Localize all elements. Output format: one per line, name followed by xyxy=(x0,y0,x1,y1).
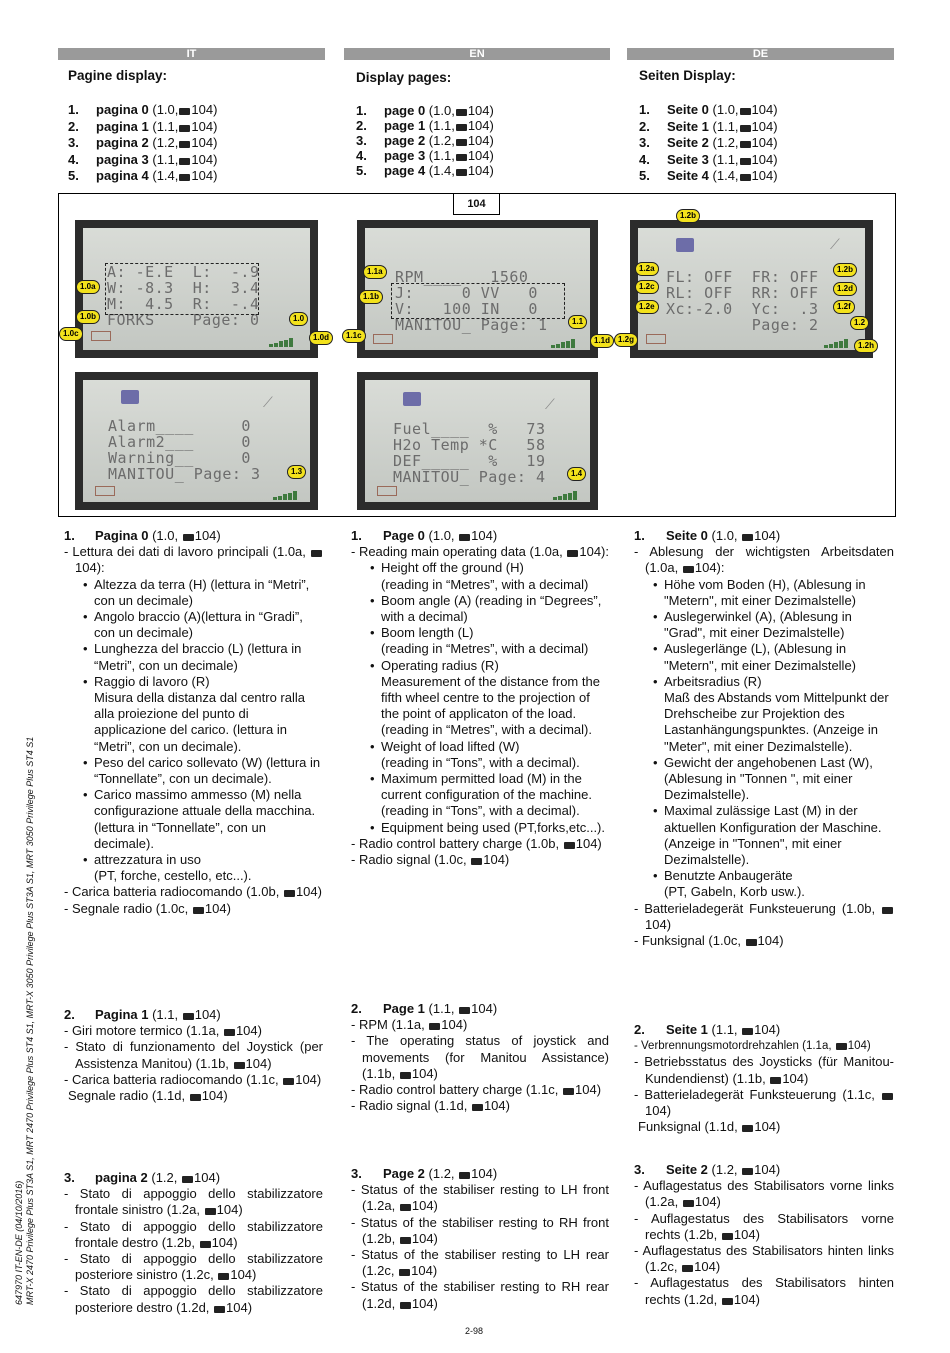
list-item: 4. pagina 3 (1.1, 104) xyxy=(68,151,218,167)
battery-pack-icon xyxy=(676,238,694,252)
callout-tag: 1.2e xyxy=(635,300,659,314)
model-list: MRT-X 2470 Privilege Plus ST3A S1, MRT 2470 Privilege Plus ST4 S1, MRT-X 3050 Privilege Plus ST3A S1, MRT 3050 Privilege Plus ST4 S1 xyxy=(25,736,35,1305)
book-icon xyxy=(564,842,575,849)
book-icon xyxy=(459,1007,470,1014)
callout-tag: 1.0d xyxy=(309,331,333,345)
book-icon xyxy=(234,1062,245,1069)
book-icon xyxy=(836,1043,847,1050)
book-icon xyxy=(722,1233,733,1240)
lcd-line: J: 0 VV 0 xyxy=(395,284,538,302)
callout-tag: 1.2h xyxy=(854,339,878,353)
lcd-line: W: -8.3 H: 3.4 xyxy=(107,279,260,297)
lcd-line: A: -E.E L: -.9 xyxy=(107,263,260,281)
book-icon xyxy=(472,1104,483,1111)
lcd-line: Xc:-2.0 Yc: .3 xyxy=(666,300,819,318)
stabiliser-icon: ⟋ xyxy=(263,394,273,410)
lcd-line: H2o Temp *C 58 xyxy=(393,436,546,454)
text-column-it: 1. Pagina 0 (1.0, 104) - Lettura dei dati di lavoro principali (1.0a, 104): • Altezza da terra (H) (lettura in “Metri”, con un decimale) • Angolo braccio (A)(lettura in “Gradi”, con un decimale) • Lunghezza del braccio (L) (lettura in “Metri”, con un decimale) • Raggio di lavoro (R) Misura della distanza dal centro ralla alla proiezione del punto di applicazione del carico. (lettura in “Metri”, con un decimale). • Peso del carico sollevato (W) (lettura in “Tonnellate”, con un decimale). • Carico massimo ammesso (M) nella configurazione attuale della macchina. (lettura in “Tonnellate”, con un decimale). • attrezzatura in uso (PT, forche, cestello, etc...). - Carica batteria radiocomando (1.0b, 104) - Segnale radio (1.0c, 104) xyxy=(64,528,323,917)
book-icon xyxy=(882,907,893,914)
book-icon xyxy=(459,534,470,541)
book-icon xyxy=(179,141,190,148)
pages-list-de xyxy=(639,68,894,184)
book-icon xyxy=(882,1093,893,1100)
callout-tag: 1.0b xyxy=(76,310,100,324)
list-item: 3. Seite 2 (1.2, 104) xyxy=(639,135,778,151)
book-icon xyxy=(193,907,204,914)
lcd-line: Alarm____ 0 xyxy=(108,417,251,435)
book-icon xyxy=(399,1269,410,1276)
book-icon xyxy=(400,1302,411,1309)
pages-list-en xyxy=(356,70,611,178)
book-icon xyxy=(456,109,467,116)
header-it: IT xyxy=(58,48,325,60)
figure-label: 104 xyxy=(453,193,500,215)
battery-icon xyxy=(91,331,111,341)
header-de: DE xyxy=(627,48,894,60)
callout-tag: 1.0c xyxy=(59,327,83,341)
list-item: 2. Seite 1 (1.1, 104) xyxy=(639,118,778,134)
callout-tag: 1.1c xyxy=(342,329,366,343)
signal-bars-icon xyxy=(553,488,577,500)
battery-icon xyxy=(95,486,115,496)
book-icon xyxy=(214,1306,225,1313)
callout-tag: 1.1b xyxy=(359,290,383,304)
dashed-frame xyxy=(105,263,259,315)
book-icon xyxy=(183,1013,194,1020)
book-icon xyxy=(459,1172,470,1179)
list-item: 1. page 0 (1.0, 104) xyxy=(356,103,494,118)
book-icon xyxy=(683,566,694,573)
book-icon xyxy=(179,174,190,181)
battery-icon xyxy=(377,486,397,496)
text-column-en: 1. Page 0 (1.0, 104) - Reading main operating data (1.0a, 104): • Height off the ground (H) (reading in “Metres”, with a decimal) • Boom angle (A) (reading in “Degrees”, with a decimal) • Boom length (L) (reading in “Metres”, with a decimal) • Operating radius (R) Measurement of the distance from the fifth wheel centre to the projection of the point of applicaton of the load. (reading in “Metres”, with a decimal). • Weight of load lifted (W) (reading in “Tons”, with a decimal). • Maximum permitted load (M) in the current configuration of the machine. (reading in “Tons”, with a decimal). • Equipment being used (PT,forks,etc...). - Radio control battery charge (1.0b, 104) - Radio signal (1.0c, 104) xyxy=(351,528,609,868)
book-icon xyxy=(742,534,753,541)
book-icon xyxy=(740,158,751,165)
battery-pack-icon xyxy=(403,392,421,406)
text-column-it-p2: 3. pagina 2 (1.2, 104) - Stato di appoggio dello stabilizzatore frontale sinistro (1.2a, 104) - Stato di appoggio dello stabilizzatore frontale destro (1.2b, 104) - Stato di appoggio dello stabilizzatore posteriore sinistro (1.2c, 104) - Stato di appoggio dello stabilizzatore posteriore destro (1.2d, 104) xyxy=(64,1170,323,1315)
list-item: 1. Seite 0 (1.0, 104) xyxy=(639,102,778,118)
signal-bars-icon xyxy=(551,336,575,348)
book-icon xyxy=(456,169,467,176)
side-reference xyxy=(14,737,36,1305)
lcd-line: Page: 2 xyxy=(666,316,819,334)
book-icon xyxy=(740,141,751,148)
lcd-line: FORKS Page: 0 xyxy=(107,311,260,329)
book-icon xyxy=(742,1028,753,1035)
callout-tag: 1.0a xyxy=(76,280,100,294)
callout-tag: 1.2g xyxy=(614,333,638,347)
book-icon xyxy=(563,1088,574,1095)
lcd-page-3 xyxy=(75,372,318,510)
signal-bars-icon xyxy=(269,335,293,347)
book-icon xyxy=(770,1077,781,1084)
header-en: EN xyxy=(344,48,610,60)
callout-tag: 1.2f xyxy=(833,300,855,314)
book-icon xyxy=(183,534,194,541)
book-icon xyxy=(224,1029,235,1036)
book-icon xyxy=(182,1176,193,1183)
callout-tag: 1.2b xyxy=(676,209,700,223)
book-icon xyxy=(400,1204,411,1211)
lcd-line: M: 4.5 R: -.4 xyxy=(107,295,260,313)
callout-tag: 1.3 xyxy=(287,465,306,479)
list-item: 3. page 2 (1.2, 104) xyxy=(356,133,494,148)
text-column-de-p1: 2. Seite 1 (1.1, 104) - Verbrennungsmotordrehzahlen (1.1a, 104) - Betriebsstatus des Joysticks (für Manitou-Kundendienst) (1.1b, 104) - Batterieladegerät Funksteuerung (1.1c, 104) Funksignal (1.1d, 104) xyxy=(634,1022,894,1135)
stabiliser-icon: ⟋ xyxy=(545,396,555,412)
book-icon xyxy=(742,1168,753,1175)
book-icon xyxy=(218,1273,229,1280)
callout-tag: 1.1a xyxy=(363,265,387,279)
stabiliser-icon: ⟋ xyxy=(830,236,840,252)
book-icon xyxy=(190,1094,201,1101)
lcd-line: FL: OFF FR: OFF xyxy=(666,268,819,286)
book-icon xyxy=(284,890,295,897)
list-item: 2. page 1 (1.1, 104) xyxy=(356,118,494,133)
callout-tag: 1.4 xyxy=(567,467,586,481)
book-icon xyxy=(456,154,467,161)
pages-title: Seiten Display: xyxy=(639,68,736,83)
callout-tag: 1.0 xyxy=(289,312,308,326)
book-icon xyxy=(471,858,482,865)
lcd-page-1 xyxy=(357,220,598,358)
book-icon xyxy=(179,125,190,132)
text-column-en-p2: 3. Page 2 (1.2, 104) - Status of the stabiliser resting to LH front (1.2a, 104) - Status of the stabiliser resting to RH front (1.2b, 104) - Status of the stabiliser resting to LH rear (1.2c, 104) - Status of the stabiliser resting to RH rear (1.2d, 104) xyxy=(351,1166,609,1311)
doc-reference: 647970 IT-EN-DE (04/10/2016) xyxy=(14,1180,24,1305)
book-icon xyxy=(740,108,751,115)
book-icon xyxy=(456,139,467,146)
signal-bars-icon xyxy=(273,488,297,500)
pages-title: Display pages: xyxy=(356,70,452,85)
callout-tag: 1.2a xyxy=(635,262,659,276)
book-icon xyxy=(200,1241,211,1248)
lcd-page-0 xyxy=(75,220,318,358)
callout-tag: 1.1d xyxy=(590,334,614,348)
lcd-line: DEF_____ % 19 xyxy=(393,452,546,470)
callout-tag: 1.2c xyxy=(635,280,659,294)
lcd-line: MANITOU_ Page: 1 xyxy=(395,316,548,334)
page-number: 2-98 xyxy=(465,1326,484,1336)
list-item: 1. pagina 0 (1.0, 104) xyxy=(68,102,218,118)
lcd-line: Alarm2___ 0 xyxy=(108,433,251,451)
book-icon xyxy=(740,174,751,181)
book-icon xyxy=(400,1072,411,1079)
pages-list-it xyxy=(68,68,323,184)
text-column-it-p1: 2. Pagina 1 (1.1, 104) - Giri motore termico (1.1a, 104) - Stato di funzionamento del Joystick (per Assistenza Manitou) (1.1b, 104) - Carica batteria radiocomando (1.1c, 104) Segnale radio (1.1d, 104) xyxy=(64,1007,323,1104)
book-icon xyxy=(683,1200,694,1207)
book-icon xyxy=(746,939,757,946)
lcd-line: MANITOU_ Page: 4 xyxy=(393,468,546,486)
book-icon xyxy=(456,124,467,131)
book-icon xyxy=(429,1023,440,1030)
book-icon xyxy=(722,1298,733,1305)
signal-bars-icon xyxy=(824,336,848,348)
battery-pack-icon xyxy=(121,390,139,404)
battery-icon xyxy=(646,334,666,344)
list-item: 5. page 4 (1.4, 104) xyxy=(356,163,494,178)
callout-tag: 1.2b xyxy=(833,263,857,277)
book-icon xyxy=(682,1265,693,1272)
callout-tag: 1.1 xyxy=(568,315,587,329)
pages-title: Pagine display: xyxy=(68,68,168,83)
book-icon xyxy=(205,1208,216,1215)
lcd-line: RL: OFF RR: OFF xyxy=(666,284,819,302)
list-item: 5. pagina 4 (1.4, 104) xyxy=(68,168,218,184)
book-icon xyxy=(283,1078,294,1085)
list-item: 3. pagina 2 (1.2, 104) xyxy=(68,135,218,151)
list-item: 4. Seite 3 (1.1, 104) xyxy=(639,151,778,167)
lcd-line: Fuel____ % 73 xyxy=(393,420,546,438)
lcd-line: Warning__ 0 xyxy=(108,449,251,467)
lcd-line: MANITOU_ Page: 3 xyxy=(108,465,261,483)
dashed-frame xyxy=(391,283,565,319)
callout-tag: 1.2 xyxy=(850,316,869,330)
lcd-page-4 xyxy=(357,372,598,510)
lcd-line: V: 100 IN 0 xyxy=(395,300,538,318)
battery-icon xyxy=(373,334,393,344)
book-icon xyxy=(179,108,190,115)
callout-tag: 1.2d xyxy=(833,282,857,296)
book-icon xyxy=(740,125,751,132)
text-column-de: 1. Seite 0 (1.0, 104) - Ablesung der wichtigsten Arbeitsdaten (1.0a, 104): • Höhe vom Boden (H), (Ablesung in "Metern", mit einer Dezimalstelle) • Auslegerwinkel (A), (Ablesung in "Grad", mit einer Dezimalstelle) • Auslegerlänge (L), (Ablesung in "Metern", mit einer Dezimalstelle) • Arbeitsradius (R) Maß des Abstands vom Mittelpunkt der Drehscheibe zur Projektion des Lastanhängungspunktes. (Anzeige in "Meter", mit einer Dezimalstelle). • Gewicht der angehobenen Last (W), (Ablesung in "Tonnen ", mit einer Dezimalstelle). • Maximal zulässige Last (M) in der aktuellen Konfiguration der Maschine. (Anzeige in "Tonnen", mit einer Dezimalstelle). • Benutzte Anbaugeräte (PT, Gabeln, Korb usw.). - Batterieladegerät Funksteuerung (1.0b, 104) - Funksignal (1.0c, 104) xyxy=(634,528,894,949)
book-icon xyxy=(311,550,322,557)
text-column-de-p2: 3. Seite 2 (1.2, 104) - Auflagestatus des Stabilisators vorne links (1.2a, 104) - Auflagestatus des Stabilisators vorne rechts (1.2b, 104) - Auflagestatus des Stabilisators hinten links (1.2c, 104) - Auflagestatus des Stabilisators hinten rechts (1.2d, 104) xyxy=(634,1162,894,1307)
book-icon xyxy=(742,1125,753,1132)
text-column-en-p1: 2. Page 1 (1.1, 104) - RPM (1.1a, 104) - The operating status of joystick and movements (for Manitou Assistance) (1.1b, 104) - Radio control battery charge (1.1c, 104) - Radio signal (1.1d, 104) xyxy=(351,1001,609,1114)
lcd-line: RPM____ 1560 xyxy=(395,268,529,286)
list-item: 5. Seite 4 (1.4, 104) xyxy=(639,168,778,184)
list-item: 2. pagina 1 (1.1, 104) xyxy=(68,118,218,134)
book-icon xyxy=(179,158,190,165)
book-icon xyxy=(567,550,578,557)
book-icon xyxy=(400,1237,411,1244)
list-item: 4. page 3 (1.1, 104) xyxy=(356,148,494,163)
